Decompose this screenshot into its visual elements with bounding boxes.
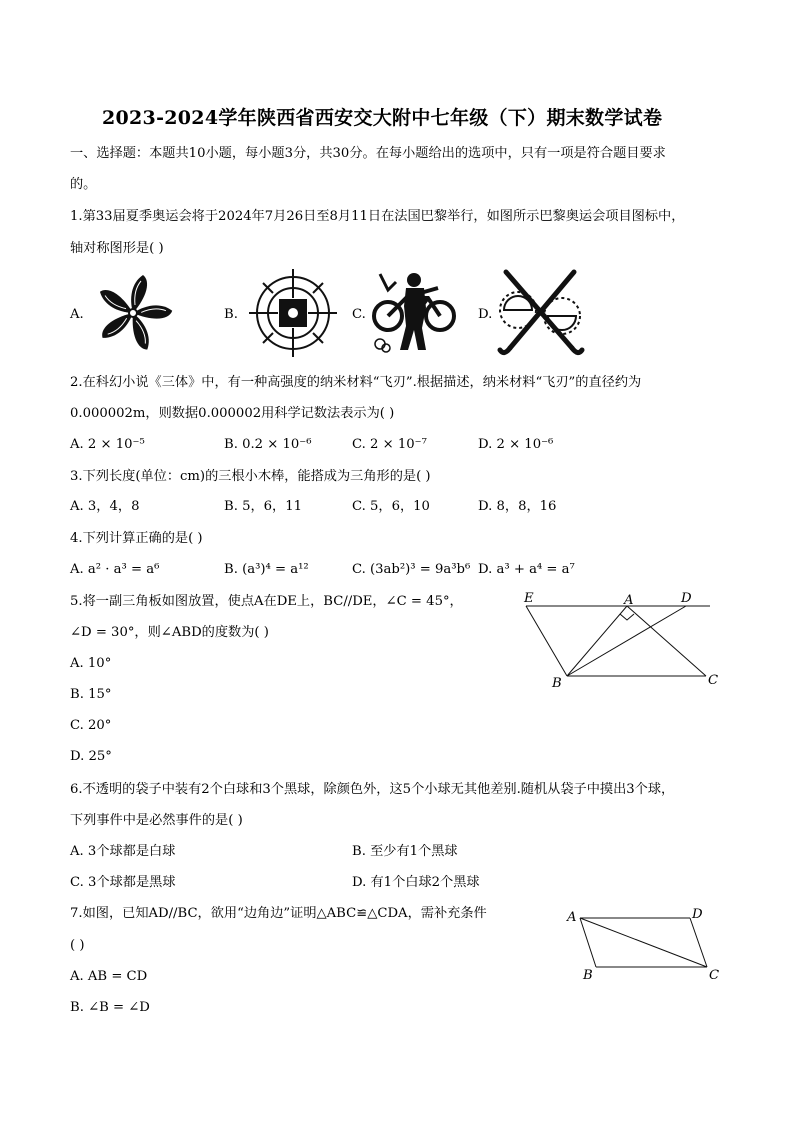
q7-label-d: D: [692, 907, 703, 922]
q7-label-a: A: [567, 910, 577, 925]
q3-option-c: C. 5，6，10: [352, 499, 430, 514]
q3-option-a: A. 3，4，8: [70, 499, 140, 514]
q5-label-d: D: [681, 591, 692, 606]
q2-stem-line1: 2.在科幻小说《三体》中，有一种高强度的纳米材料“飞刃”.根据描述，纳米材料“飞刃”的直径约为: [70, 375, 642, 390]
q5-label-a: A: [624, 593, 634, 608]
q5-label-b: B: [552, 676, 562, 691]
q6-stem-line2: 下列事件中是必然事件的是( ): [70, 813, 243, 828]
q4-option-c: C. (3ab²)³ = 9a³b⁶: [352, 562, 471, 577]
q3-stem: 3.下列长度(单位：cm)的三根小木棒，能搭成为三角形的是( ): [70, 469, 431, 484]
q5-option-a: A. 10°: [70, 656, 112, 671]
q4-stem: 4.下列计算正确的是( ): [70, 531, 203, 546]
q5-stem-line1: 5.将一副三角板如图放置，使点A在DE上，BC//DE，∠C = 45°，: [70, 594, 463, 609]
q7-option-a: A. AB = CD: [70, 969, 148, 984]
q3-option-d: D. 8，8，16: [478, 499, 557, 514]
q6-option-d: D. 有1个白球2个黑球: [352, 875, 480, 890]
q5-option-d: D. 25°: [70, 749, 112, 764]
page-title: 2023-2024学年陕西省西安交大附中七年级（下）期末数学试卷: [102, 107, 663, 129]
q4-option-d: D. a³ + a⁴ = a⁷: [478, 562, 575, 577]
q6-option-c: C. 3个球都是黑球: [70, 875, 176, 890]
q2-option-d: D. 2 × 10⁻⁶: [478, 437, 554, 452]
q1-option-d-label: D.: [478, 307, 493, 322]
q3-option-b: B. 5，6，11: [224, 499, 303, 514]
q2-option-b: B. 0.2 × 10⁻⁶: [224, 437, 312, 452]
q7-label-b: B: [583, 968, 593, 983]
q1-option-c-label: C.: [352, 307, 366, 322]
q7-stem-line1: 7.如图，已知AD//BC，欲用“边角边”证明△ABC≌△CDA，需补充条件: [70, 906, 487, 921]
q6-option-a: A. 3个球都是白球: [70, 844, 176, 859]
q1-stem-line2: 轴对称图形是( ): [70, 241, 164, 256]
q4-option-b: B. (a³)⁴ = a¹²: [224, 562, 309, 577]
section-heading-line2: 的。: [70, 177, 97, 192]
q7-option-b: B. ∠B = ∠D: [70, 1000, 150, 1015]
q1-option-a-label: A.: [70, 307, 84, 322]
q5-label-c: C: [708, 673, 719, 688]
q7-stem-line2: ( ): [70, 938, 85, 953]
q2-stem-line2: 0.000002m，则数据0.000002用科学记数法表示为( ): [70, 406, 395, 421]
q5-stem-line2: ∠D = 30°，则∠ABD的度数为( ): [70, 625, 269, 640]
section-heading-line1: 一、选择题：本题共10小题，每小题3分，共30分。在每小题给出的选项中，只有一项是符合题目要求: [70, 146, 666, 161]
q4-option-a: A. a² · a³ = a⁶: [70, 562, 160, 577]
q6-stem-line1: 6.不透明的袋子中装有2个白球和3个黑球，除颜色外，这5个小球无其他差别.随机从袋子中摸出3个球，: [70, 782, 675, 797]
q5-option-c: C. 20°: [70, 718, 112, 733]
q2-option-c: C. 2 × 10⁻⁷: [352, 437, 427, 452]
q7-label-c: C: [709, 968, 720, 983]
q6-option-b: B. 至少有1个黑球: [352, 844, 458, 859]
q2-option-a: A. 2 × 10⁻⁵: [70, 437, 145, 452]
q1-stem-line1: 1.第33届夏季奥运会将于2024年7月26日至8月11日在法国巴黎举行，如图所示巴黎奥运会项目图标中，: [70, 209, 685, 224]
q1-option-b-label: B.: [224, 307, 238, 322]
q5-option-b: B. 15°: [70, 687, 112, 702]
q5-label-e: E: [524, 591, 534, 606]
